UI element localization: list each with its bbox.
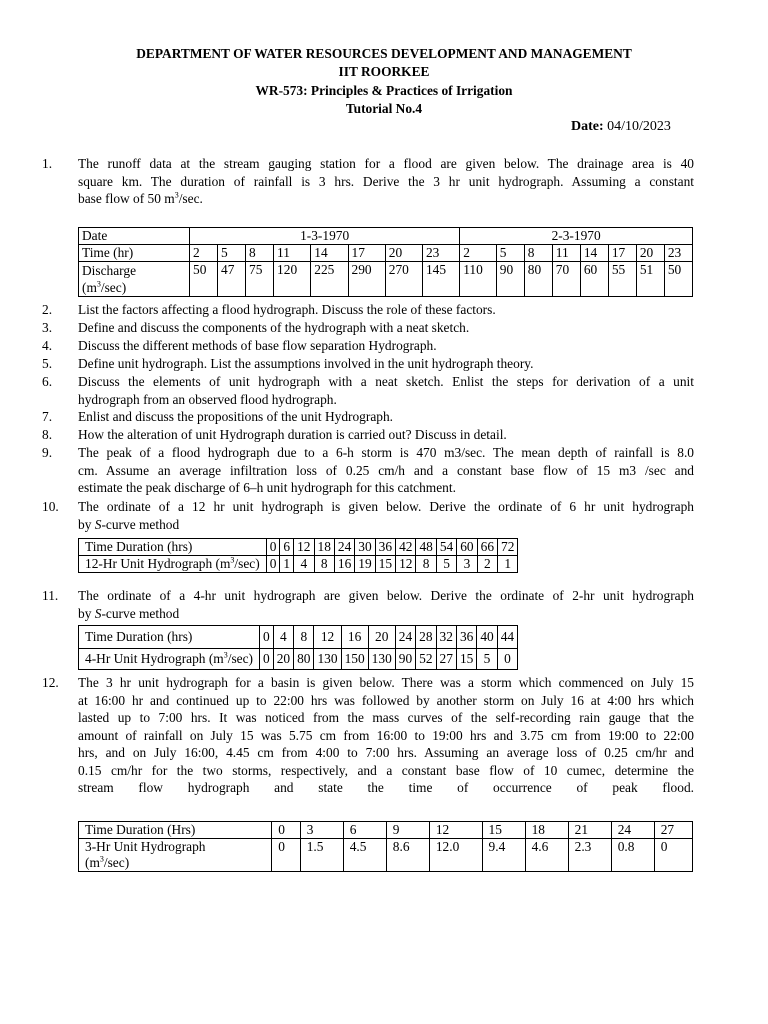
time-cell: 14: [580, 245, 608, 262]
course-title: WR-573: Principles & Practices of Irrigation: [255, 83, 513, 98]
time-cell: 2: [190, 245, 218, 262]
question-number: 11.: [42, 588, 59, 603]
time-cell: 8: [246, 245, 274, 262]
time-cell: 6: [280, 539, 294, 556]
time-cell: 20: [636, 245, 664, 262]
ordinate-cell: 2.3: [568, 839, 611, 872]
question-text: [78, 155, 694, 208]
ordinate-cell: 2: [477, 556, 497, 573]
time-cell: 36: [456, 626, 476, 649]
text-line: at 16:00 hr and continued up to 22:00 hrs was followed by another storm on July 16 at 4:00 hrs which: [78, 692, 694, 708]
time-cell: 27: [654, 822, 692, 839]
discharge-cell: 110: [460, 262, 497, 297]
time-cell: 0: [266, 539, 280, 556]
ordinate-cell: 1: [280, 556, 294, 573]
time-cell: 18: [525, 822, 568, 839]
label-unit: (m: [82, 280, 97, 295]
time-cell: 21: [568, 822, 611, 839]
ordinate-cell: 150: [341, 649, 368, 670]
time-cell: 54: [436, 539, 456, 556]
text-line: The 3 hr unit hydrograph for a basin is given below. There was a storm which commenced on July 15: [78, 675, 694, 690]
time-cell: 23: [422, 245, 459, 262]
ordinate-cell: 20: [273, 649, 293, 670]
discharge-cell: 290: [348, 262, 385, 297]
ordinate-cell: 1: [498, 556, 518, 573]
row-header: [79, 839, 272, 872]
time-cell: 36: [375, 539, 395, 556]
discharge-cell: 145: [422, 262, 459, 297]
ordinate-cell: 0: [260, 649, 274, 670]
date-line: [571, 118, 671, 136]
date-group-1: 1-3-1970: [190, 228, 460, 245]
time-cell: 0: [272, 822, 301, 839]
italic-run: S: [94, 605, 102, 621]
text-run: by: [78, 605, 95, 621]
discharge-cell: 90: [496, 262, 524, 297]
tutorial-title: Tutorial No.4: [345, 101, 423, 116]
text-line: Discuss the elements of unit hydrograph with a neat sketch. Enlist the steps for derivation of a unit: [78, 374, 694, 389]
question-number: 1.: [42, 156, 53, 171]
ordinate-cell: 5: [477, 649, 497, 670]
discharge-cell: 55: [608, 262, 636, 297]
text-line: 0.15 cm/hr for the two storms, respectively, and a constant base flow of 10 cumec, determine the: [78, 762, 694, 778]
ordinate-cell: 19: [355, 556, 375, 573]
text-line: The ordinate of a 4-hr unit hydrograph are given below. Derive the ordinate of 2-hr unit hydrograph: [78, 588, 694, 603]
discharge-cell: 270: [385, 262, 422, 297]
ordinate-cell: 0: [497, 649, 517, 670]
time-cell: 12: [429, 822, 482, 839]
text-line: amount of rainfall on July 15 was 5.75 cm from 16:00 to 19:00 hrs and 3.75 cm from 19:00 to 22:00: [78, 727, 694, 743]
superscript: 3: [99, 854, 104, 864]
time-cell: 60: [457, 539, 477, 556]
ordinate-cell: 16: [334, 556, 354, 573]
text-line: hydrograph from an observed flood hydrograph.: [78, 391, 337, 407]
text-line: How the alteration of unit Hydrograph duration is carried out? Discuss in detail.: [78, 427, 507, 442]
time-cell: 8: [524, 245, 552, 262]
table-row: [79, 649, 518, 670]
table-row: [79, 228, 693, 245]
text-line: The ordinate of a 12 hr unit hydrograph is given below. Derive the ordinate of 6 hr unit hydrograph: [78, 499, 694, 514]
time-cell: 17: [608, 245, 636, 262]
row-header: [79, 262, 190, 297]
text-line: The runoff data at the stream gauging station for a flood are given below. The drainage area is 40: [78, 156, 694, 171]
discharge-cell: 51: [636, 262, 664, 297]
ordinate-cell: 9.4: [482, 839, 525, 872]
ordinate-cell: 8: [416, 556, 436, 573]
question-number: 12.: [42, 675, 59, 690]
ordinate-cell: 1.5: [300, 839, 343, 872]
label-run: 12-Hr Unit Hydrograph (m: [85, 556, 231, 571]
discharge-cell: 47: [218, 262, 246, 297]
time-cell: 24: [334, 539, 354, 556]
date-value: 04/10/2023: [607, 119, 671, 134]
text-line: The peak of a flood hydrograph due to a 6-h storm is 470 m3/sec. The mean depth of rainfall is 8.0: [78, 445, 694, 460]
ordinate-cell: 5: [436, 556, 456, 573]
label-line: 3-Hr Unit Hydrograph: [85, 839, 206, 854]
text-line: stream flow hydrograph and state the time of occurrence of peak flood.: [78, 780, 694, 795]
ordinate-cell: 0: [272, 839, 301, 872]
superscript: 3: [174, 190, 179, 200]
discharge-cell: 50: [190, 262, 218, 297]
time-cell: 18: [314, 539, 334, 556]
table-row: [79, 626, 518, 649]
question-number: 2.: [42, 302, 53, 317]
time-cell: 42: [396, 539, 416, 556]
runoff-table: [78, 227, 693, 297]
time-cell: 4: [273, 626, 293, 649]
question-number: 8.: [42, 427, 53, 442]
time-cell: 30: [355, 539, 375, 556]
row-header: Time Duration (hrs): [79, 626, 260, 649]
italic-run: S: [94, 516, 102, 532]
question-number: 7.: [42, 409, 53, 424]
time-cell: 15: [482, 822, 525, 839]
superscript: 3: [223, 650, 228, 660]
text-line: Define unit hydrograph. List the assumptions involved in the unit hydrograph theory.: [78, 356, 534, 371]
uh4-table: [78, 625, 518, 670]
ordinate-cell: 130: [368, 649, 395, 670]
table-row: [79, 839, 693, 872]
time-cell: 20: [368, 626, 395, 649]
ordinate-cell: 4: [294, 556, 314, 573]
time-cell: 28: [416, 626, 436, 649]
department-title: DEPARTMENT OF WATER RESOURCES DEVELOPMENT AND MANAGEMENT: [136, 46, 632, 61]
ordinate-cell: 80: [294, 649, 314, 670]
uh12-table: [78, 538, 518, 573]
time-cell: 20: [385, 245, 422, 262]
time-cell: 48: [416, 539, 436, 556]
discharge-cell: 70: [552, 262, 580, 297]
label-run: /sec): [227, 651, 253, 666]
ordinate-cell: 130: [314, 649, 341, 670]
text-run: by: [78, 516, 95, 532]
ordinate-cell: 12: [396, 556, 416, 573]
time-cell: 11: [274, 245, 311, 262]
time-cell: 72: [498, 539, 518, 556]
label-run: 4-Hr Unit Hydrograph (m: [85, 651, 224, 666]
ordinate-cell: 8.6: [386, 839, 429, 872]
ordinate-cell: 4.5: [343, 839, 386, 872]
time-cell: 16: [341, 626, 368, 649]
text-line: lasted up to 7:00 hrs. It was noticed from the mass curves of the self-recording rain gauge that the: [78, 710, 694, 725]
time-cell: 9: [386, 822, 429, 839]
time-cell: 12: [314, 626, 341, 649]
question-number: 5.: [42, 356, 53, 371]
row-header: Time Duration (Hrs): [79, 822, 272, 839]
text-line: Define and discuss the components of the hydrograph with a neat sketch.: [78, 320, 470, 335]
ordinate-cell: 4.6: [525, 839, 568, 872]
ordinate-cell: 3: [457, 556, 477, 573]
time-cell: 6: [343, 822, 386, 839]
table-row: [79, 822, 693, 839]
discharge-cell: 50: [664, 262, 692, 297]
text-line: [78, 190, 694, 208]
time-cell: 32: [436, 626, 456, 649]
table-row: [79, 556, 518, 573]
ordinate-cell: 0: [654, 839, 692, 872]
time-cell: 44: [497, 626, 517, 649]
row-header: Date: [79, 228, 190, 245]
time-cell: 40: [477, 626, 497, 649]
text-line: Enlist and discuss the propositions of the unit Hydrograph.: [78, 409, 394, 424]
ordinate-cell: 52: [416, 649, 436, 670]
text-line: square km. The duration of rainfall is 3 hrs. Derive the 3 hr unit hydrograph. Assuming a constant: [78, 173, 694, 189]
ordinate-cell: 8: [314, 556, 334, 573]
time-cell: 23: [664, 245, 692, 262]
row-header: Time Duration (hrs): [79, 539, 267, 556]
text-line: List the factors affecting a flood hydrograph. Discuss the role of these factors.: [78, 302, 496, 317]
ordinate-cell: 27: [436, 649, 456, 670]
text-run: /sec.: [178, 191, 203, 206]
text-line: [78, 516, 694, 534]
discharge-cell: 225: [311, 262, 348, 297]
date-label: Date:: [571, 119, 604, 134]
superscript: 3: [230, 555, 235, 565]
time-cell: 5: [496, 245, 524, 262]
discharge-cell: 120: [274, 262, 311, 297]
time-cell: 11: [552, 245, 580, 262]
ordinate-cell: 15: [375, 556, 395, 573]
time-cell: 17: [348, 245, 385, 262]
text-line: Discuss the different methods of base flow separation Hydrograph.: [78, 338, 437, 353]
time-cell: 8: [294, 626, 314, 649]
ordinate-cell: 90: [395, 649, 415, 670]
time-cell: 66: [477, 539, 497, 556]
label-unit: (m: [85, 855, 100, 870]
date-group-2: 2-3-1970: [460, 228, 693, 245]
time-cell: 24: [611, 822, 654, 839]
text-run: -curve method: [101, 516, 180, 532]
label-run: /sec): [234, 556, 260, 571]
question-number: 9.: [42, 445, 53, 460]
text-line: cm. Assume an average infiltration loss of 0.25 cm/h and a constant base flow of 15 m3 /sec and: [78, 462, 694, 478]
row-header: [79, 556, 267, 573]
time-cell: 2: [460, 245, 497, 262]
label-line: Discharge: [82, 263, 137, 278]
table-row: [79, 262, 693, 297]
ordinate-cell: 15: [456, 649, 476, 670]
time-cell: 0: [260, 626, 274, 649]
text-line: [78, 797, 694, 815]
discharge-cell: 60: [580, 262, 608, 297]
superscript: 3: [96, 279, 101, 289]
time-cell: 14: [311, 245, 348, 262]
discharge-cell: 75: [246, 262, 274, 297]
table-row: [79, 539, 518, 556]
time-cell: 24: [395, 626, 415, 649]
question-number: 10.: [42, 499, 59, 514]
row-header: Time (hr): [79, 245, 190, 262]
time-cell: 5: [218, 245, 246, 262]
text-line: hrs, and on July 16:00, 4.45 cm from 4:00 to 7:00 hrs. Assuming an average loss of 0.25 cm/hr and: [78, 745, 694, 760]
uh3-table: [78, 821, 693, 872]
question-number: 4.: [42, 338, 53, 353]
discharge-cell: 80: [524, 262, 552, 297]
question-number: 3.: [42, 320, 53, 335]
text-line: [78, 605, 694, 623]
time-cell: 3: [300, 822, 343, 839]
text-line: estimate the peak discharge of 6–h unit hydrograph for this catchment.: [78, 480, 456, 495]
ordinate-cell: 0.8: [611, 839, 654, 872]
institute-title: IIT ROORKEE: [338, 64, 430, 79]
text-run: -curve method: [101, 605, 180, 621]
row-header: [79, 649, 260, 670]
table-row: [79, 245, 693, 262]
label-unit: /sec): [103, 855, 130, 870]
ordinate-cell: 12.0: [429, 839, 482, 872]
text-run: base flow of 50 m: [78, 191, 175, 206]
ordinate-cell: 0: [266, 556, 280, 573]
time-cell: 12: [294, 539, 314, 556]
question-number: 6.: [42, 374, 53, 389]
label-unit: /sec): [100, 280, 127, 295]
